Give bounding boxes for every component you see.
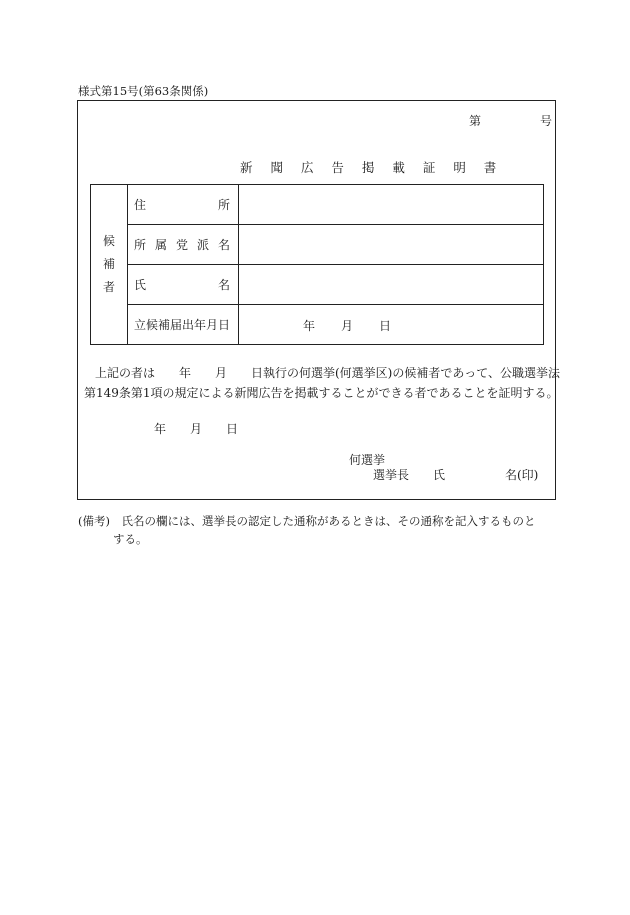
candidate-table xyxy=(90,184,544,345)
party-field[interactable] xyxy=(239,225,544,265)
address-label: 住 所 xyxy=(128,185,239,225)
group-label-char: 補 xyxy=(102,257,115,271)
party-label: 所 属 党 派 名 xyxy=(128,225,239,265)
filing-date-label: 立候補届出年月日 xyxy=(128,305,239,345)
table-row xyxy=(91,225,544,265)
candidate-group-label xyxy=(91,185,128,345)
election-name: 何選挙 xyxy=(349,453,386,467)
day-unit: 日 xyxy=(379,319,392,333)
document-title: 新 聞 広 告 掲 載 証 明 書 xyxy=(240,160,504,175)
month-unit: 月 xyxy=(341,319,354,333)
name-label: 氏 名 xyxy=(128,265,239,305)
document-number-suffix: 号 xyxy=(540,114,553,128)
issue-date: 年 月 日 xyxy=(154,422,239,436)
form-number-label: 様式第15号(第63条関係) xyxy=(78,84,209,98)
address-field[interactable] xyxy=(239,185,544,225)
group-label-char: 者 xyxy=(102,280,115,294)
certification-text-line-2: 第149条第1項の規定による新聞広告を掲載することができる者であることを証明する。 xyxy=(84,386,559,400)
remarks-line-1: (備考) 氏名の欄には、選挙長の認定した通称があるときは、その通称を記入するものと xyxy=(78,514,536,528)
certification-text-line-1: 上記の者は 年 月 日執行の何選挙(何選挙区)の候補者であって、公職選挙法 xyxy=(95,366,561,380)
group-label-char: 候 xyxy=(102,234,115,248)
table-row xyxy=(91,305,544,345)
name-field[interactable] xyxy=(239,265,544,305)
table-row xyxy=(91,265,544,305)
document-number-prefix: 第 xyxy=(469,114,482,128)
filing-date-field[interactable] xyxy=(239,305,544,345)
remarks-line-2: する。 xyxy=(113,532,148,546)
election-chief-signature: 選挙長 氏 名(印) xyxy=(373,468,539,482)
table-row xyxy=(91,185,544,225)
year-unit: 年 xyxy=(303,319,316,333)
